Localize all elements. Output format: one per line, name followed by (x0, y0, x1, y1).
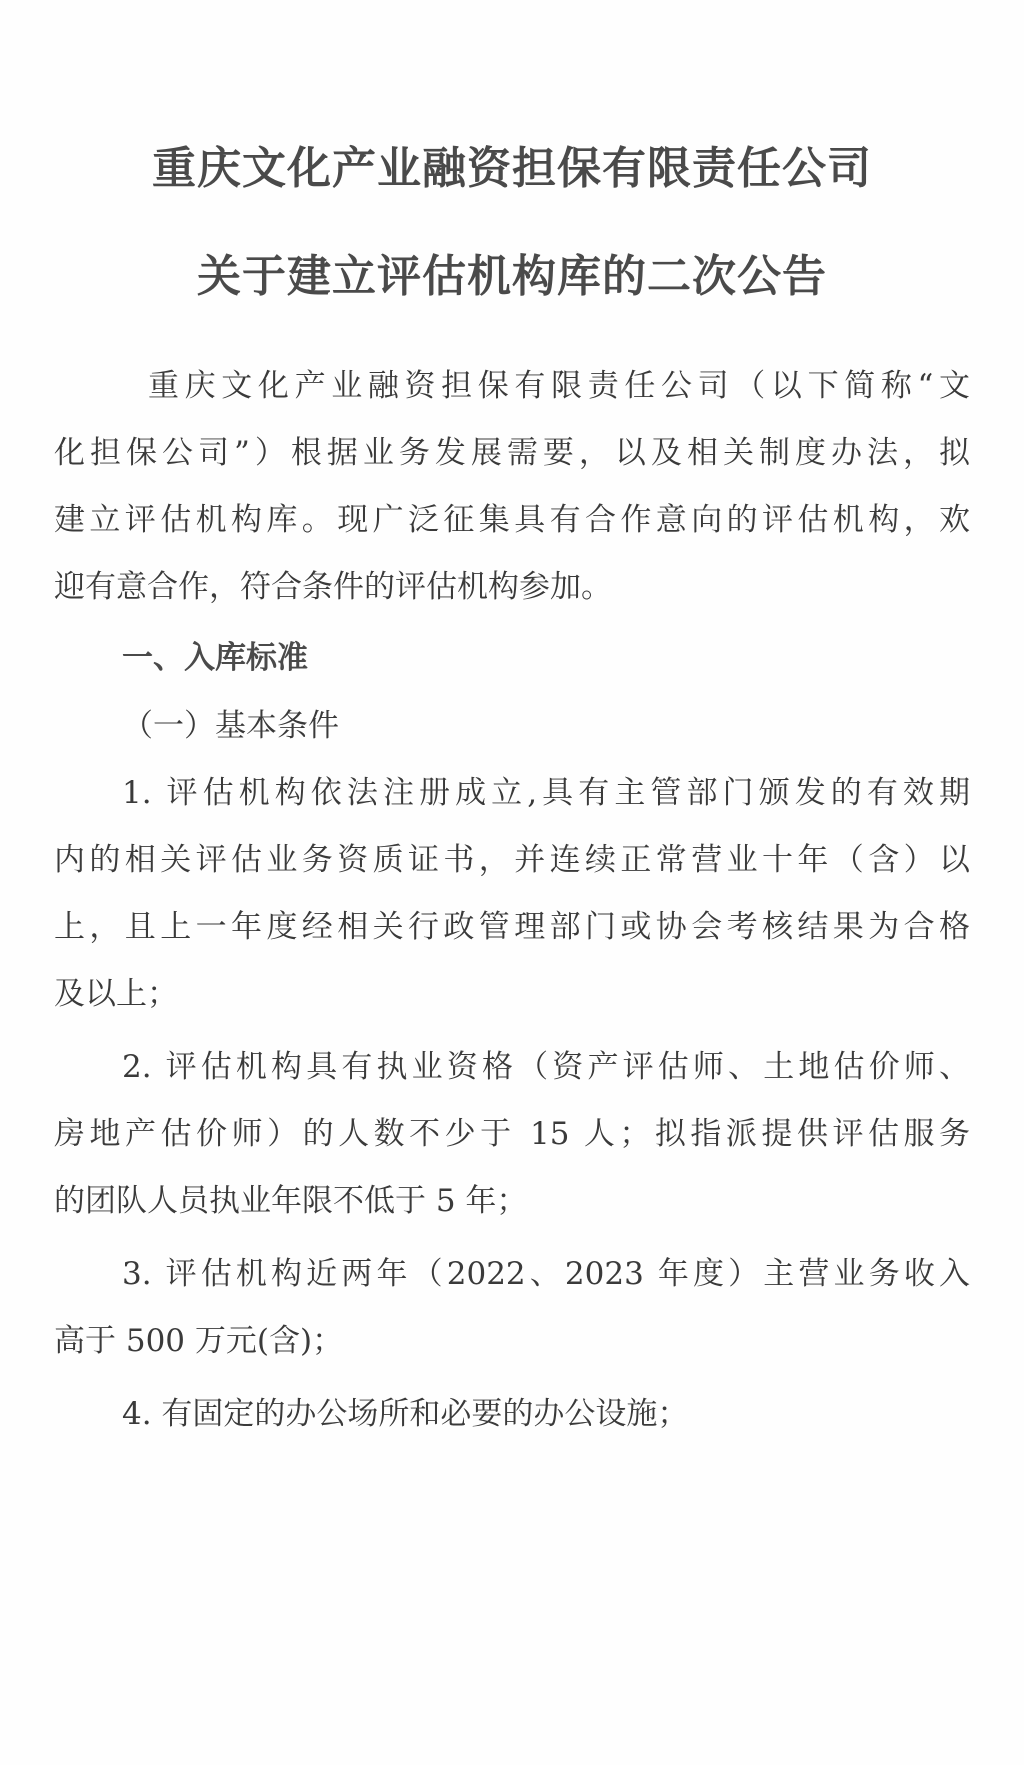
document-title-line-2: 关于建立评估机构库的二次公告 (197, 251, 827, 302)
intro-line-3: 建立评估机构库。现广泛征集具有合作意向的评估机构，欢 (54, 502, 970, 538)
item-2-line-2: 房地产估价师）的人数不少于 15 人；拟指派提供评估服务 (54, 1116, 970, 1152)
item-1-line-2: 内的相关评估业务资质证书，并连续正常营业十年（含）以 (54, 842, 970, 878)
item-3-line-1: 3. 评估机构近两年（2022、2023 年度）主营业务收入 (122, 1256, 970, 1292)
document-title-line-1: 重庆文化产业融资担保有限责任公司 (152, 143, 872, 194)
intro-line-2: 化担保公司”）根据业务发展需要，以及相关制度办法，拟 (54, 435, 970, 471)
item-2-line-1: 2. 评估机构具有执业资格（资产评估师、土地估价师、 (122, 1049, 970, 1085)
item-1-line-3: 上，且上一年度经相关行政管理部门或协会考核结果为合格 (54, 909, 970, 945)
section-heading: 一、入库标准 (122, 640, 308, 676)
item-1-line-4: 及以上； (54, 976, 178, 1012)
item-3-line-2: 高于 500 万元(含)； (54, 1323, 344, 1359)
intro-line-1: 重庆文化产业融资担保有限责任公司（以下简称“文 (148, 368, 970, 404)
subsection-heading: （一）基本条件 (122, 708, 339, 744)
item-1-line-1: 1. 评估机构依法注册成立,具有主管部门颁发的有效期 (122, 775, 970, 811)
item-4-line-1: 4. 有固定的办公场所和必要的办公设施； (122, 1396, 689, 1432)
item-2-line-3: 的团队人员执业年限不低于 5 年； (54, 1183, 528, 1219)
intro-line-4: 迎有意合作，符合条件的评估机构参加。 (54, 569, 612, 605)
